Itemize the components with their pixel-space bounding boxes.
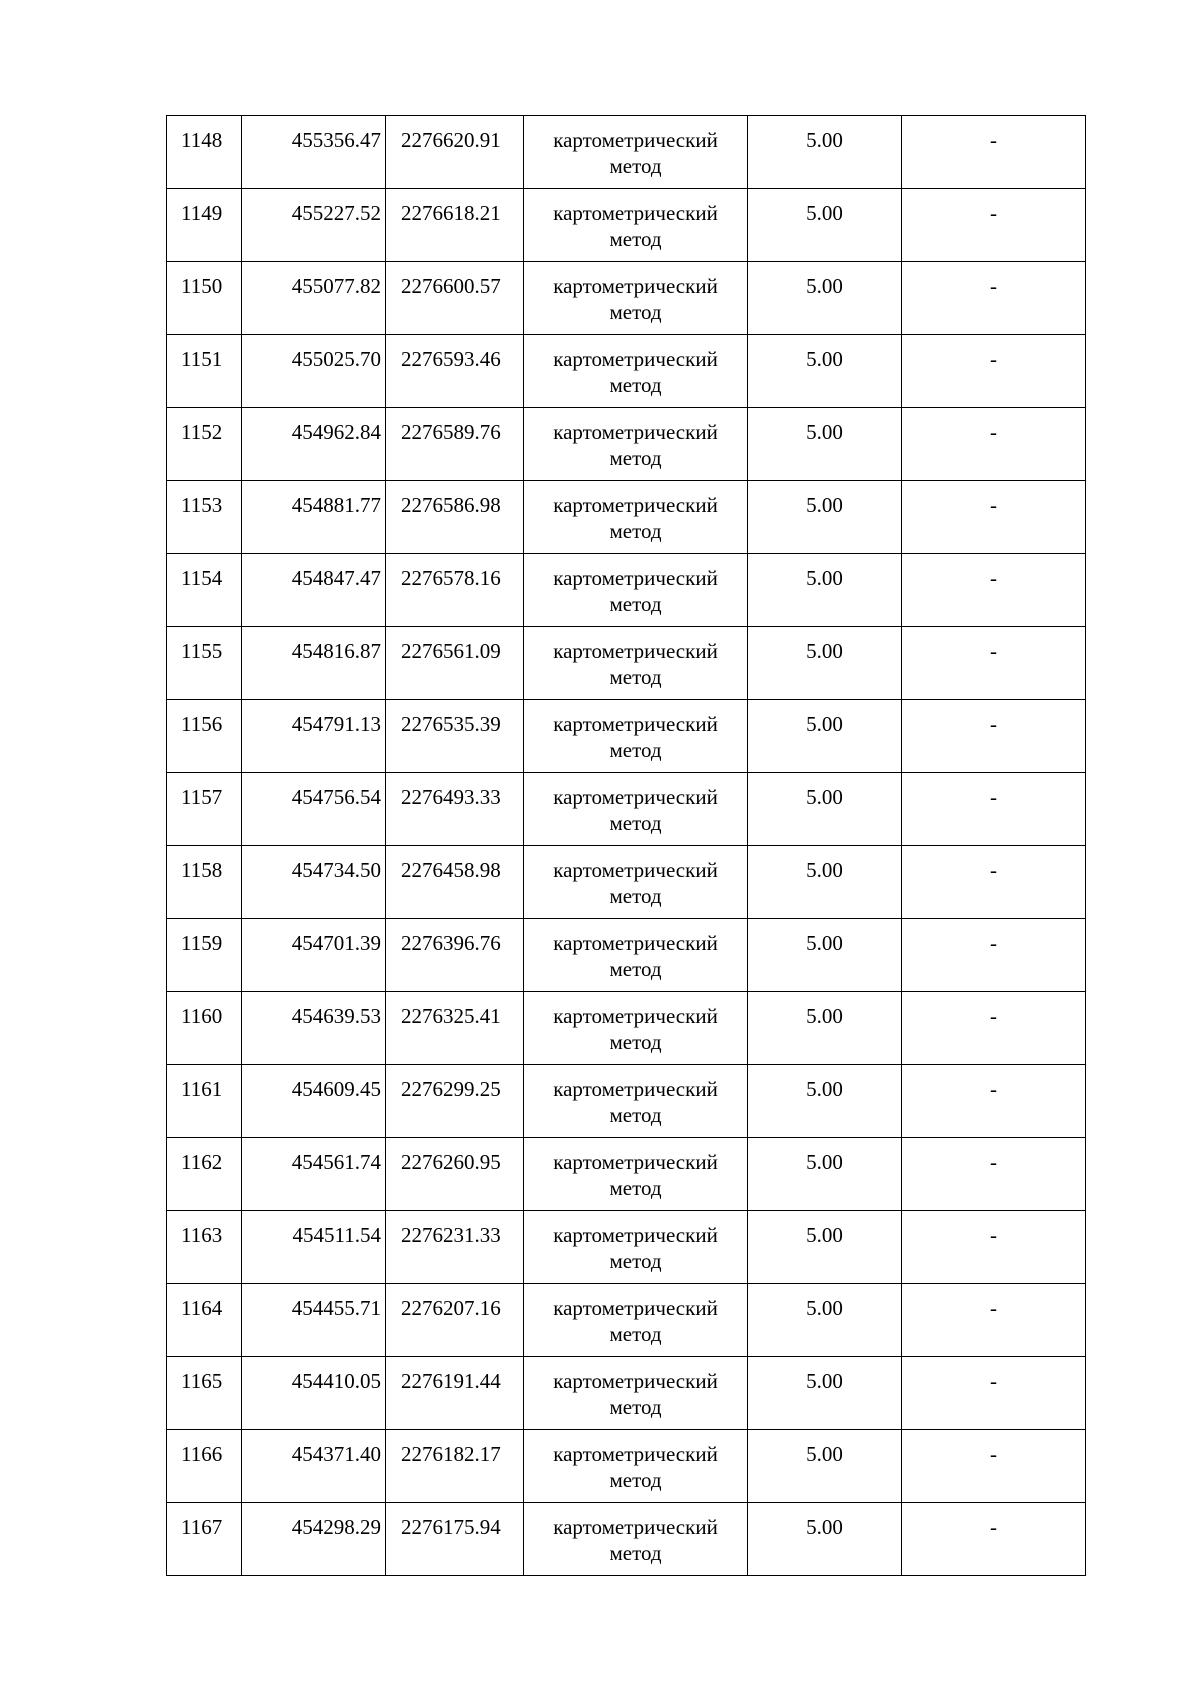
- point-number-cell: 1158: [167, 846, 242, 919]
- note-cell: -: [902, 846, 1086, 919]
- accuracy-cell: 5.00: [748, 408, 902, 481]
- point-number-cell: 1163: [167, 1211, 242, 1284]
- method-line-2: метод: [609, 1176, 662, 1200]
- y-coordinate-cell: 2276191.44: [386, 1357, 524, 1430]
- table-row: [167, 1211, 1086, 1284]
- method-line-1: картометрический: [553, 1442, 718, 1466]
- accuracy-cell: 5.00: [748, 554, 902, 627]
- method-line-2: метод: [609, 1541, 662, 1565]
- method-cell: [524, 408, 748, 481]
- point-number-cell: 1164: [167, 1284, 242, 1357]
- method-line-2: метод: [609, 1103, 662, 1127]
- method-cell: [524, 262, 748, 335]
- note-cell: -: [902, 1284, 1086, 1357]
- y-coordinate-cell: 2276207.16: [386, 1284, 524, 1357]
- y-coordinate-cell: 2276593.46: [386, 335, 524, 408]
- method-cell: [524, 554, 748, 627]
- table-row: [167, 919, 1086, 992]
- x-coordinate-cell: 454298.29: [242, 1503, 386, 1576]
- table-row: [167, 335, 1086, 408]
- table-row: [167, 116, 1086, 189]
- accuracy-cell: 5.00: [748, 627, 902, 700]
- note-cell: -: [902, 1430, 1086, 1503]
- point-number-cell: 1153: [167, 481, 242, 554]
- x-coordinate-cell: 455227.52: [242, 189, 386, 262]
- method-cell: [524, 1284, 748, 1357]
- x-coordinate-cell: 454639.53: [242, 992, 386, 1065]
- table-row: [167, 408, 1086, 481]
- accuracy-cell: 5.00: [748, 846, 902, 919]
- method-line-1: картометрический: [553, 274, 718, 298]
- note-cell: -: [902, 700, 1086, 773]
- accuracy-cell: 5.00: [748, 1430, 902, 1503]
- point-number-cell: 1154: [167, 554, 242, 627]
- method-cell: [524, 919, 748, 992]
- accuracy-cell: 5.00: [748, 700, 902, 773]
- x-coordinate-cell: 454609.45: [242, 1065, 386, 1138]
- method-line-2: метод: [609, 1395, 662, 1419]
- accuracy-cell: 5.00: [748, 1284, 902, 1357]
- note-cell: -: [902, 554, 1086, 627]
- x-coordinate-cell: 454734.50: [242, 846, 386, 919]
- method-cell: [524, 189, 748, 262]
- accuracy-cell: 5.00: [748, 773, 902, 846]
- y-coordinate-cell: 2276561.09: [386, 627, 524, 700]
- table-row: [167, 1503, 1086, 1576]
- table-row: [167, 846, 1086, 919]
- coordinates-table-body: [167, 116, 1086, 1576]
- x-coordinate-cell: 454410.05: [242, 1357, 386, 1430]
- method-line-1: картометрический: [553, 1004, 718, 1028]
- y-coordinate-cell: 2276396.76: [386, 919, 524, 992]
- table-row: [167, 700, 1086, 773]
- method-line-1: картометрический: [553, 1223, 718, 1247]
- y-coordinate-cell: 2276182.17: [386, 1430, 524, 1503]
- x-coordinate-cell: 454791.13: [242, 700, 386, 773]
- accuracy-cell: 5.00: [748, 1138, 902, 1211]
- x-coordinate-cell: 454756.54: [242, 773, 386, 846]
- note-cell: -: [902, 773, 1086, 846]
- y-coordinate-cell: 2276586.98: [386, 481, 524, 554]
- table-row: [167, 1357, 1086, 1430]
- table-row: [167, 1430, 1086, 1503]
- x-coordinate-cell: 454701.39: [242, 919, 386, 992]
- y-coordinate-cell: 2276620.91: [386, 116, 524, 189]
- point-number-cell: 1151: [167, 335, 242, 408]
- accuracy-cell: 5.00: [748, 1211, 902, 1284]
- note-cell: -: [902, 1211, 1086, 1284]
- accuracy-cell: 5.00: [748, 1065, 902, 1138]
- method-line-1: картометрический: [553, 201, 718, 225]
- method-line-1: картометрический: [553, 493, 718, 517]
- method-cell: [524, 1357, 748, 1430]
- point-number-cell: 1166: [167, 1430, 242, 1503]
- method-line-2: метод: [609, 519, 662, 543]
- x-coordinate-cell: 454511.54: [242, 1211, 386, 1284]
- y-coordinate-cell: 2276458.98: [386, 846, 524, 919]
- y-coordinate-cell: 2276600.57: [386, 262, 524, 335]
- accuracy-cell: 5.00: [748, 919, 902, 992]
- note-cell: -: [902, 919, 1086, 992]
- point-number-cell: 1165: [167, 1357, 242, 1430]
- coordinates-table: [166, 115, 1086, 1576]
- method-cell: [524, 846, 748, 919]
- x-coordinate-cell: 454816.87: [242, 627, 386, 700]
- method-line-2: метод: [609, 300, 662, 324]
- method-line-2: метод: [609, 884, 662, 908]
- method-line-1: картометрический: [553, 566, 718, 590]
- point-number-cell: 1150: [167, 262, 242, 335]
- method-cell: [524, 116, 748, 189]
- accuracy-cell: 5.00: [748, 1357, 902, 1430]
- x-coordinate-cell: 454371.40: [242, 1430, 386, 1503]
- method-line-1: картометрический: [553, 1077, 718, 1101]
- method-line-1: картометрический: [553, 347, 718, 371]
- y-coordinate-cell: 2276231.33: [386, 1211, 524, 1284]
- point-number-cell: 1152: [167, 408, 242, 481]
- y-coordinate-cell: 2276175.94: [386, 1503, 524, 1576]
- note-cell: -: [902, 189, 1086, 262]
- accuracy-cell: 5.00: [748, 1503, 902, 1576]
- method-line-1: картометрический: [553, 712, 718, 736]
- point-number-cell: 1155: [167, 627, 242, 700]
- point-number-cell: 1167: [167, 1503, 242, 1576]
- y-coordinate-cell: 2276325.41: [386, 992, 524, 1065]
- accuracy-cell: 5.00: [748, 262, 902, 335]
- method-line-1: картометрический: [553, 639, 718, 663]
- method-cell: [524, 1503, 748, 1576]
- table-row: [167, 992, 1086, 1065]
- method-line-2: метод: [609, 738, 662, 762]
- method-cell: [524, 627, 748, 700]
- x-coordinate-cell: 455356.47: [242, 116, 386, 189]
- method-line-1: картометрический: [553, 128, 718, 152]
- note-cell: -: [902, 408, 1086, 481]
- method-line-2: метод: [609, 1030, 662, 1054]
- y-coordinate-cell: 2276299.25: [386, 1065, 524, 1138]
- method-line-2: метод: [609, 1249, 662, 1273]
- note-cell: -: [902, 1503, 1086, 1576]
- method-line-2: метод: [609, 227, 662, 251]
- method-cell: [524, 1211, 748, 1284]
- point-number-cell: 1161: [167, 1065, 242, 1138]
- method-line-2: метод: [609, 957, 662, 981]
- method-line-1: картометрический: [553, 1296, 718, 1320]
- table-row: [167, 1284, 1086, 1357]
- accuracy-cell: 5.00: [748, 481, 902, 554]
- method-cell: [524, 1065, 748, 1138]
- method-line-1: картометрический: [553, 1150, 718, 1174]
- note-cell: -: [902, 116, 1086, 189]
- table-row: [167, 481, 1086, 554]
- table-row: [167, 1065, 1086, 1138]
- method-line-2: метод: [609, 592, 662, 616]
- method-line-2: метод: [609, 446, 662, 470]
- method-line-2: метод: [609, 665, 662, 689]
- x-coordinate-cell: 455077.82: [242, 262, 386, 335]
- method-line-1: картометрический: [553, 858, 718, 882]
- table-row: [167, 554, 1086, 627]
- point-number-cell: 1159: [167, 919, 242, 992]
- accuracy-cell: 5.00: [748, 116, 902, 189]
- method-line-1: картометрический: [553, 785, 718, 809]
- note-cell: -: [902, 1138, 1086, 1211]
- method-line-2: метод: [609, 1468, 662, 1492]
- point-number-cell: 1148: [167, 116, 242, 189]
- method-cell: [524, 1430, 748, 1503]
- y-coordinate-cell: 2276493.33: [386, 773, 524, 846]
- x-coordinate-cell: 454561.74: [242, 1138, 386, 1211]
- x-coordinate-cell: 454847.47: [242, 554, 386, 627]
- x-coordinate-cell: 454455.71: [242, 1284, 386, 1357]
- point-number-cell: 1157: [167, 773, 242, 846]
- method-cell: [524, 335, 748, 408]
- x-coordinate-cell: 455025.70: [242, 335, 386, 408]
- method-line-1: картометрический: [553, 420, 718, 444]
- method-line-2: метод: [609, 154, 662, 178]
- method-line-2: метод: [609, 811, 662, 835]
- note-cell: -: [902, 1065, 1086, 1138]
- method-cell: [524, 700, 748, 773]
- method-line-1: картометрический: [553, 1515, 718, 1539]
- y-coordinate-cell: 2276618.21: [386, 189, 524, 262]
- y-coordinate-cell: 2276535.39: [386, 700, 524, 773]
- table-row: [167, 773, 1086, 846]
- y-coordinate-cell: 2276589.76: [386, 408, 524, 481]
- method-cell: [524, 773, 748, 846]
- method-cell: [524, 992, 748, 1065]
- table-row: [167, 189, 1086, 262]
- method-line-2: метод: [609, 1322, 662, 1346]
- note-cell: -: [902, 627, 1086, 700]
- x-coordinate-cell: 454962.84: [242, 408, 386, 481]
- method-cell: [524, 481, 748, 554]
- method-cell: [524, 1138, 748, 1211]
- method-line-2: метод: [609, 373, 662, 397]
- y-coordinate-cell: 2276260.95: [386, 1138, 524, 1211]
- table-row: [167, 627, 1086, 700]
- method-line-1: картометрический: [553, 931, 718, 955]
- point-number-cell: 1162: [167, 1138, 242, 1211]
- accuracy-cell: 5.00: [748, 335, 902, 408]
- note-cell: -: [902, 481, 1086, 554]
- note-cell: -: [902, 1357, 1086, 1430]
- point-number-cell: 1160: [167, 992, 242, 1065]
- note-cell: -: [902, 335, 1086, 408]
- accuracy-cell: 5.00: [748, 992, 902, 1065]
- x-coordinate-cell: 454881.77: [242, 481, 386, 554]
- table-row: [167, 1138, 1086, 1211]
- note-cell: -: [902, 262, 1086, 335]
- method-line-1: картометрический: [553, 1369, 718, 1393]
- note-cell: -: [902, 992, 1086, 1065]
- point-number-cell: 1156: [167, 700, 242, 773]
- y-coordinate-cell: 2276578.16: [386, 554, 524, 627]
- point-number-cell: 1149: [167, 189, 242, 262]
- accuracy-cell: 5.00: [748, 189, 902, 262]
- table-row: [167, 262, 1086, 335]
